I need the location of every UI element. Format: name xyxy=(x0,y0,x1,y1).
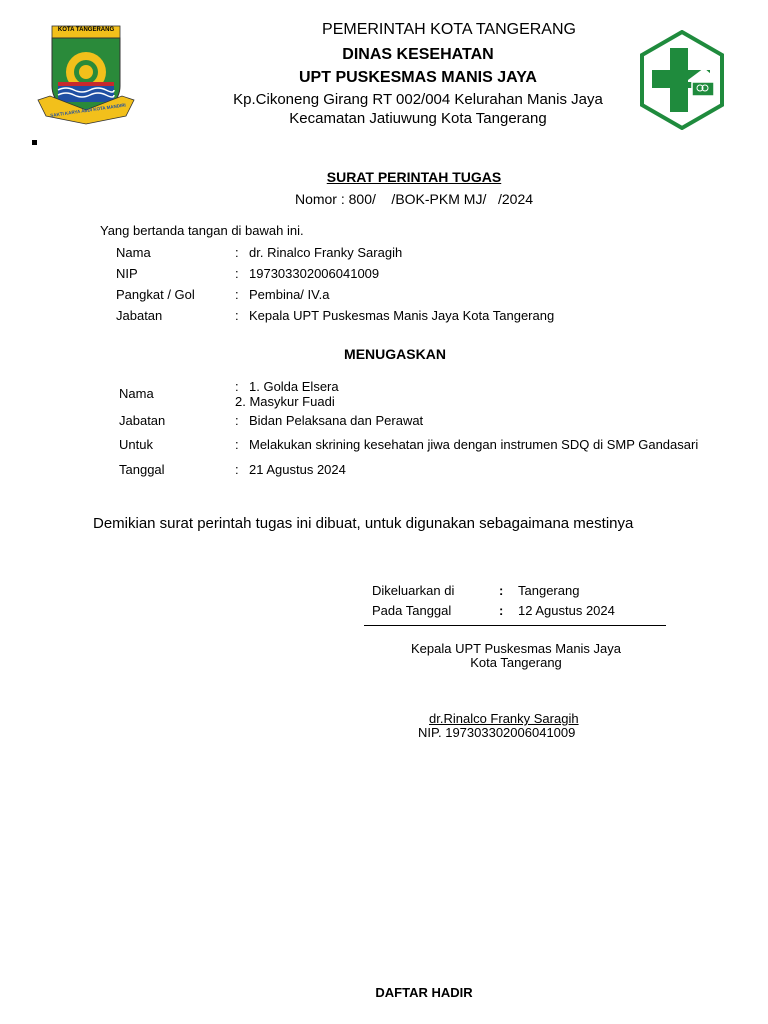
signature-position-1: Kepala UPT Puskesmas Manis Jaya xyxy=(410,641,622,656)
issued-date-label: Pada Tanggal xyxy=(372,603,452,618)
signer-label-nip: NIP xyxy=(116,266,138,281)
header-upt: UPT PUSKESMAS MANIS JAYA xyxy=(299,69,537,86)
header-address-2: Kecamatan Jatiuwung Kota Tangerang xyxy=(289,110,547,127)
assign-colon-jabatan: : xyxy=(235,413,239,428)
signer-colon-jabatan: : xyxy=(235,308,239,323)
signature-position-2: Kota Tangerang xyxy=(470,655,562,670)
signer-label-nama: Nama xyxy=(116,245,151,260)
assign-label-nama: Nama xyxy=(119,386,154,401)
letter-number: Nomor : 800/ /BOK-PKM MJ/ /2024 xyxy=(294,191,534,207)
assign-label-untuk: Untuk xyxy=(119,437,153,452)
signer-label-pangkat: Pangkat / Gol xyxy=(116,287,195,302)
crest-bottom-text: SAKTI KARYA ABDI KOTA MANDIRI xyxy=(50,102,127,118)
signer-value-nip: 197303302006041009 xyxy=(249,266,380,281)
assign-colon-tanggal: : xyxy=(235,462,239,477)
issued-date-value: 12 Agustus 2024 xyxy=(518,603,615,618)
header-address-1: Kp.Cikoneng Girang RT 002/004 Kelurahan Manis Jaya xyxy=(233,91,603,108)
assign-colon-untuk: : xyxy=(235,437,239,452)
intro-text: Yang bertanda tangan di bawah ini. xyxy=(100,223,304,238)
issued-place-colon: : xyxy=(499,583,504,598)
assign-value-untuk: Melakukan skrining kesehatan jiwa dengan instrumen SDQ di SMP Gandasari xyxy=(249,437,699,452)
issued-date-colon: : xyxy=(499,603,504,618)
signer-value-nama: dr. Rinalco Franky Saragih xyxy=(249,245,403,260)
assign-colon-nama: : xyxy=(235,379,239,394)
signer-value-pangkat: Pembina/ IV.a xyxy=(249,287,330,302)
crest-top-text: KOTA TANGERANG xyxy=(57,27,115,33)
signer-colon-nama: : xyxy=(235,245,239,260)
assign-value-nama-2: 2. Masykur Fuadi xyxy=(235,394,335,409)
header-dinas: DINAS KESEHATAN xyxy=(342,46,494,63)
assign-label-jabatan: Jabatan xyxy=(119,413,166,428)
daftar-hadir-heading: DAFTAR HADIR xyxy=(375,985,473,1000)
issued-place-label: Dikeluarkan di xyxy=(372,583,455,598)
issued-divider xyxy=(364,625,666,626)
assign-value-tanggal: 21 Agustus 2024 xyxy=(249,462,346,477)
signer-value-jabatan: Kepala UPT Puskesmas Manis Jaya Kota Tangerang xyxy=(249,308,555,323)
kota-tangerang-crest xyxy=(36,24,136,128)
signer-colon-nip: : xyxy=(235,266,239,281)
assign-value-nama-1: 1. Golda Elsera xyxy=(249,379,339,394)
letter-title: SURAT PERINTAH TUGAS xyxy=(326,169,502,185)
closing-text: Demikian surat perintah tugas ini dibuat, untuk digunakan sebagaimana mestinya xyxy=(93,515,634,532)
assign-label-tanggal: Tanggal xyxy=(119,462,165,477)
signature-nip: NIP. 197303302006041009 xyxy=(418,725,576,740)
header-gov-name: PEMERINTAH KOTA TANGERANG xyxy=(322,21,576,38)
signer-label-jabatan: Jabatan xyxy=(116,308,163,323)
assign-value-jabatan: Bidan Pelaksana dan Perawat xyxy=(249,413,424,428)
issued-place-value: Tangerang xyxy=(518,583,580,598)
bullet-marker xyxy=(32,140,37,145)
signature-name: dr.Rinalco Franky Saragih xyxy=(429,711,579,726)
signer-colon-pangkat: : xyxy=(235,287,239,302)
assign-heading: MENUGASKAN xyxy=(344,346,446,362)
